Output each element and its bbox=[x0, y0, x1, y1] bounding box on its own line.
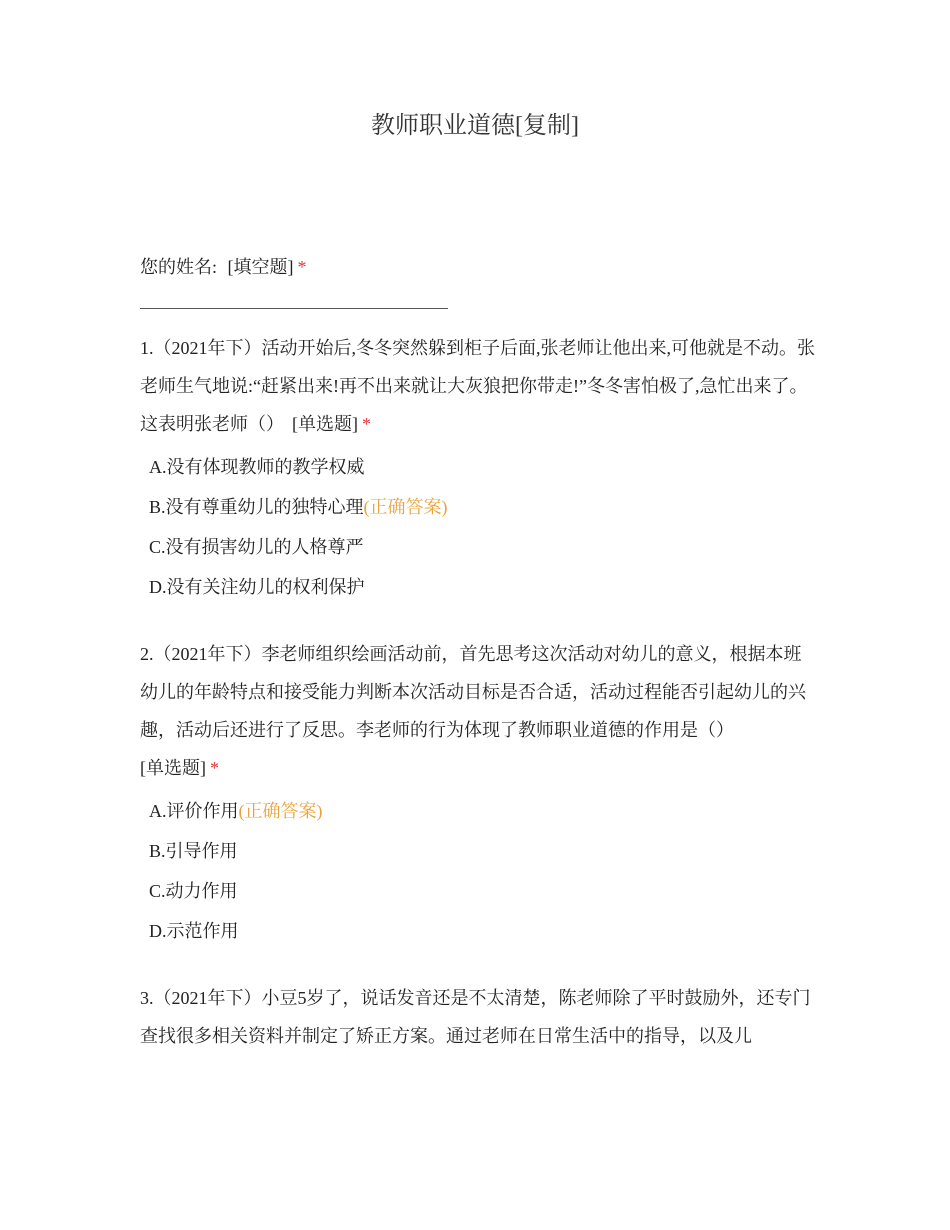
option-label: B.引导作用 bbox=[149, 841, 238, 861]
option-label: A.没有体现教师的教学权威 bbox=[149, 457, 365, 477]
option-c[interactable] bbox=[149, 871, 816, 911]
option-label: A.评价作用 bbox=[149, 801, 239, 821]
question-2-options bbox=[140, 791, 816, 951]
option-label: D.没有关注幼儿的权利保护 bbox=[149, 577, 365, 597]
question-3 bbox=[140, 979, 816, 1055]
question-3-text: 3.（2021年下）小豆5岁了，说话发音还是不太清楚，陈老师除了平时鼓励外，还专门查找很多相关资料并制定了矫正方案。通过老师在日常生活中的指导，以及儿 bbox=[140, 988, 811, 1046]
question-2-text: 2.（2021年下）李老师组织绘画活动前，首先思考这次活动对幼儿的意义，根据本班幼儿的年龄特点和接受能力判断本次活动目标是否合适，活动过程能否引起幼儿的兴趣，活动后还进行了反思。李老师的行为体现了教师职业道德的作用是（） bbox=[140, 644, 806, 740]
option-label: C.没有损害幼儿的人格尊严 bbox=[149, 537, 364, 557]
option-c[interactable] bbox=[149, 527, 816, 567]
required-mark: * bbox=[297, 257, 307, 277]
required-mark: * bbox=[362, 414, 371, 434]
question-1 bbox=[140, 329, 816, 607]
question-text bbox=[140, 329, 816, 443]
option-b[interactable] bbox=[149, 487, 816, 527]
option-a[interactable] bbox=[149, 447, 816, 487]
option-d[interactable] bbox=[149, 911, 816, 951]
question-1-type: [单选题] bbox=[292, 414, 358, 434]
option-label: C.动力作用 bbox=[149, 881, 238, 901]
name-question-type: [填空题] bbox=[227, 257, 294, 277]
correct-answer-mark: (正确答案) bbox=[363, 497, 448, 517]
option-d[interactable] bbox=[149, 567, 816, 607]
name-label: 您的姓名: bbox=[140, 257, 218, 277]
name-input-blank[interactable] bbox=[140, 308, 448, 309]
option-b[interactable] bbox=[149, 831, 816, 871]
required-mark: * bbox=[210, 758, 219, 778]
survey-content bbox=[140, 248, 816, 1083]
question-1-options bbox=[140, 447, 816, 607]
name-question bbox=[140, 248, 816, 286]
option-label: D.示范作用 bbox=[149, 921, 239, 941]
option-a[interactable] bbox=[149, 791, 816, 831]
page-title: 教师职业道德[复制] bbox=[371, 113, 579, 139]
question-1-text: 1.（2021年下）活动开始后,冬冬突然躲到柜子后面,张老师让他出来,可他就是不动。张老师生气地说:“赶紧出来!再不出来就让大灰狼把你带走!”冬冬害怕极了,急忙出来了。这表明张老师（） bbox=[140, 338, 815, 434]
option-label: B.没有尊重幼儿的独特心理 bbox=[149, 497, 364, 517]
question-text bbox=[140, 635, 816, 787]
correct-answer-mark: (正确答案) bbox=[238, 801, 323, 821]
question-2-type: [单选题] bbox=[140, 758, 206, 778]
question-2 bbox=[140, 635, 816, 951]
